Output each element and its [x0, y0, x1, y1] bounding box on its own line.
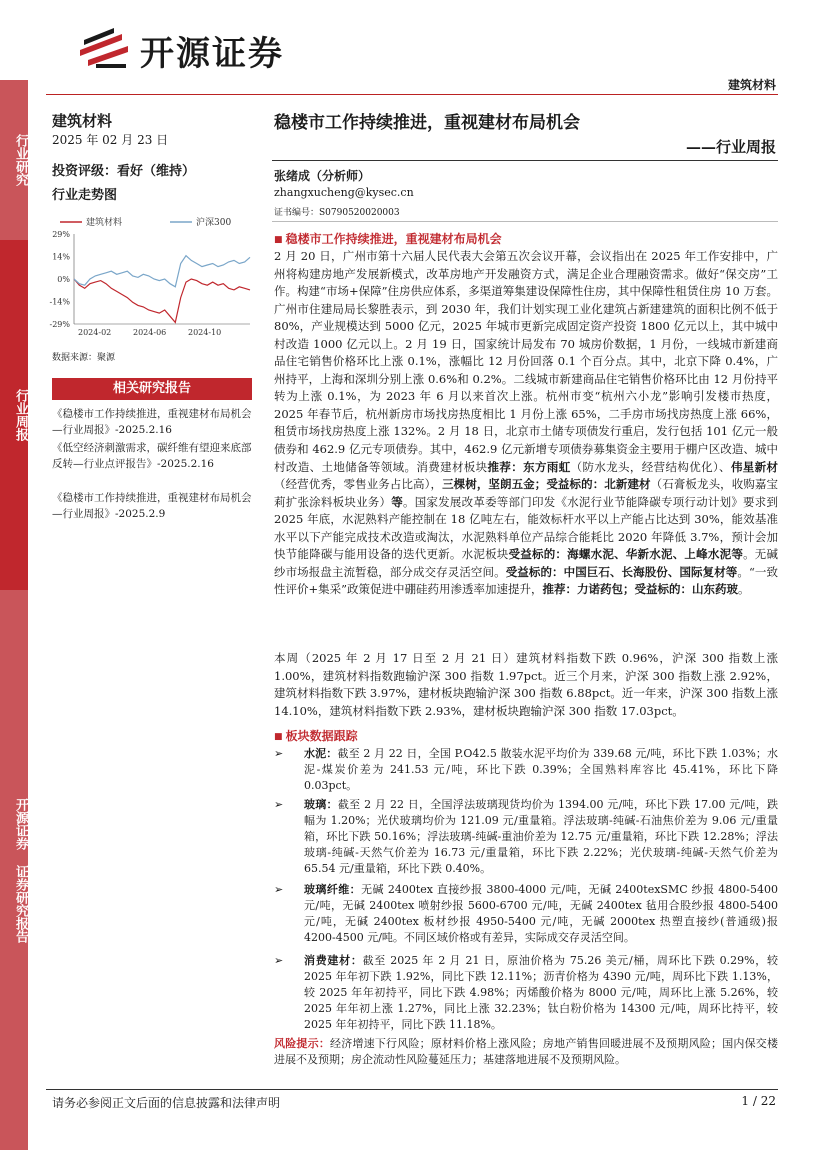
analyst-divider: [272, 221, 778, 222]
analyst-email[interactable]: zhangxucheng@kysec.cn: [274, 186, 414, 199]
x-tick-label: 2024-02: [78, 328, 112, 337]
company-name: 开源证券: [140, 34, 284, 74]
trend-chart: [44, 212, 254, 352]
band-report-kind: 行业周报: [0, 240, 28, 590]
y-tick-label: 0%: [57, 275, 70, 284]
risk-warning: 风险提示：经济增速下行风险；原材料价格上涨风险；房地产销售回暖进展不及预期风险；国内保交楼进展不及预期；房企流动性风险蔓延压力；基建落地进展不及预期风险。: [274, 1037, 779, 1066]
header-divider: [46, 94, 778, 95]
report-date: 2025 年 02 月 23 日: [52, 133, 169, 147]
data-item: ➢ 玻璃：截至 2 月 22 日，全国浮法玻璃现货均价为 1394.00 元/吨，环比下跌 17.00 元/吨，跌幅为 1.20%；光伏玻璃均价为 121.09 元/重量箱。浮法玻璃-纯碱-石油焦价差为 9.06 元/重量箱，环比下跌 50.16%；浮法玻璃-纯碱-重油价差为 12.75 元/重量箱，环比下跌 12.28%；浮法玻璃-纯碱-天然气价差为 16.73 元/重量箱，环比下跌 2.22%；光伏玻璃-纯碱-天然气价差为 65.54 元/重量箱，环比下跌 0.40%。: [274, 798, 779, 875]
section-heading: ■ 稳楼市工作持续推进，重视建材布局机会: [274, 230, 502, 247]
series-line: [74, 256, 250, 287]
y-tick-label: -29%: [49, 320, 70, 329]
title-divider: [272, 160, 778, 161]
related-report-link[interactable]: 《低空经济刺激需求，碳纤维有望迎来底部反转—行业点评报告》-2025.2.16: [52, 442, 252, 470]
report-title: 稳楼市工作持续推进，重视建材布局机会: [274, 113, 580, 133]
industry-name: 建筑材料: [52, 112, 113, 130]
report-subtitle: ——行业周报: [685, 138, 776, 156]
trend-chart-title: 行业走势图: [52, 188, 118, 203]
header-category: 建筑材料: [727, 78, 776, 92]
body-paragraph: 2 月 20 日，广州市第十六届人民代表大会第五次会议开幕，会议指出在 2025 年工作安排中，广州将构建房地产发展新模式，改革房地产开发融资方式，满足企业合理融资需求。做好“保交房”工作。构建“市场+保障”住房供应体系，多渠道筹集建设保障性住房，其中保障性租赁住房 10 万套。广州市住建局局长黎胜表示，到 2030 年，我们计划实现工业化建筑占新建建筑的面积比例不低于 80%，产业规模达到 5000 亿元，2025 年城市更新完成固定资产投资 1800 亿元以上，其中城中村改造 1000 亿元以上。2 月 19 日，国家统计局发布 70 城房价数据，1 月份，一线城市新建商品住宅销售价格环比上涨 0.1%，涨幅比 12 月份回落 0.1 个百分点。其中，北京下降 0.4%，广州持平，上海和深圳分别上涨 0.6%和 0.2%。二线城市新建商品住宅销售价格环比由 12 月份持平转为上涨 0.1%，为 2023 年 6 月以来首次上涨。杭州市变“杭州六小龙”影响引发楼市热度，2025 年春节后，杭州新房市场找房热度相比 1 月份上涨 65%，二手房市场找房热度上涨 66%，租赁市场找房热度上涨 132%。2 月 18 日，北京市土储专项债发行重启，发行包括 101 亿元一般债券和 462.9 亿元专项债券。其中，462.9 亿元新增专项债券募集资金主要用于棚户区改造、城中村改造、土地储备等领域。消费建材板块推荐：东方雨虹（防水龙头，经营结构优化）、伟星新材（经营优秀，零售业务占比高），三棵树，坚朗五金；受益标的：北新建材（石膏板龙头，收购嘉宝莉扩张涂料板块业务）等。国家发展改革委等部门印发《水泥行业节能降碳专项行动计划》要求到 2025 年底，水泥熟料产能控制在 18 亿吨左右，能效标杆水平以上产能占比达到 30%，能效基准水平以下产能完成技术改造或淘汰，水泥熟料单位产品综合能耗比 2020 年降低 3.7%，预计会加快节能降碳与能用设备的迭代更新。水泥板块受益标的：海螺水泥、华新水泥、上峰水泥等。无碱纱市场报盘主流暂稳，部分成交存灵活空间。受益标的：中国巨石、长海股份、国际复材等。“一致性评价+集采”政策促进中硼硅药用渗透率加速提升，推荐：力诺药包；受益标的：山东药玻。: [274, 249, 779, 597]
data-item: ➢ 消费建材：截至 2025 年 2 月 21 日，原油价格为 75.26 美元/桶，周环比下跌 0.29%，较 2025 年年初下跌 1.92%，同比下跌 12.11%；沥青价格为 4390 元/吨，周环比下跌 1.13%，较 2025 年年初持平，同比下跌 4.98%；丙烯酸价格为 8000 元/吨，周环比上涨 5.26%，较 2025 年年初上涨 1.27%，同比上涨 32.23%；钛白粉价格为 14300 元/吨，周环比持平，较 2025 年年初持平，同比下跌 11.18%。: [274, 954, 779, 1031]
body-paragraph-performance: 本周（2025 年 2 月 17 日至 2 月 21 日）建筑材料指数下跌 0.96%，沪深 300 指数上涨 1.00%，建筑材料指数跑输沪深 300 指数 1.97pct。近三个月来，沪深 300 指数上涨 2.92%，建筑材料指数下跌 3.97%，建材板块跑输沪深 300 指数 6.88pct。近一年来，沪深 300 指数上涨 14.10%，建筑材料指数下跌 2.93%，建材板块跑输沪深 300 指数 17.03pct。: [274, 651, 778, 718]
x-tick-label: 2024-10: [188, 328, 222, 337]
arrow-bullet-icon: ➢: [274, 883, 284, 896]
band-report-type: 行业研究: [0, 80, 28, 240]
legend-label: 建筑材料: [86, 218, 123, 228]
band-footer-label: 开源证券 证券研究报告: [0, 590, 28, 1150]
related-reports-header: 相关研究报告: [52, 378, 252, 400]
legend-label: 沪深300: [196, 218, 232, 228]
y-tick-label: -14%: [49, 297, 70, 307]
data-item: ➢ 水泥：截至 2 月 22 日，全国 P.O42.5 散装水泥平均价为 339.68 元/吨，环比下跌 1.03%；水泥-煤炭价差为 241.53 元/吨，环比下跌 0.39%；全国熟料库容比 45.41%，环比下降 0.03pct。: [274, 747, 778, 792]
certificate-number: 证书编号：S0790520020003: [274, 208, 400, 218]
footer-disclaimer: 请务必参阅正文后面的信息披露和法律声明: [52, 1096, 281, 1110]
series-line: [74, 279, 250, 322]
footer-divider: [46, 1089, 778, 1090]
y-tick-label: 14%: [52, 252, 70, 262]
y-tick-label: 29%: [52, 230, 70, 239]
analyst-name: 张绪成（分析师）: [274, 169, 371, 183]
arrow-bullet-icon: ➢: [274, 954, 284, 967]
arrow-bullet-icon: ➢: [274, 747, 284, 760]
page-number: 1 / 22: [741, 1094, 776, 1108]
chart-source: 数据来源：聚源: [52, 353, 116, 363]
related-report-link[interactable]: 《稳楼市工作持续推进，重视建材布局机会—行业周报》-2025.2.16: [52, 408, 252, 436]
data-item: ➢ 玻璃纤维：无碱 2400tex 直接纱报 3800-4000 元/吨，无碱 2400texSMC 纱报 4800-5400 元/吨，无碱 2400tex 喷射纱报 5600-6700 元/吨，无碱 2400tex 毡用合股纱报 4800-5400 元/吨，无碱 2400tex 板材纱报 4950-5400 元/吨，无碱 2000tex 热塑直接纱(普通级)报 4200-4500 元/吨。不同区域价格或有差异，实际成交存灵活空间。: [274, 883, 779, 944]
investment-rating: 投资评级：看好（维持）: [52, 164, 196, 179]
section-heading: ■ 板块数据跟踪: [274, 727, 358, 744]
related-report-link[interactable]: 《稳楼市工作持续推进，重视建材布局机会—行业周报》-2025.2.9: [52, 492, 252, 520]
arrow-bullet-icon: ➢: [274, 798, 284, 811]
x-tick-label: 2024-06: [133, 328, 167, 337]
